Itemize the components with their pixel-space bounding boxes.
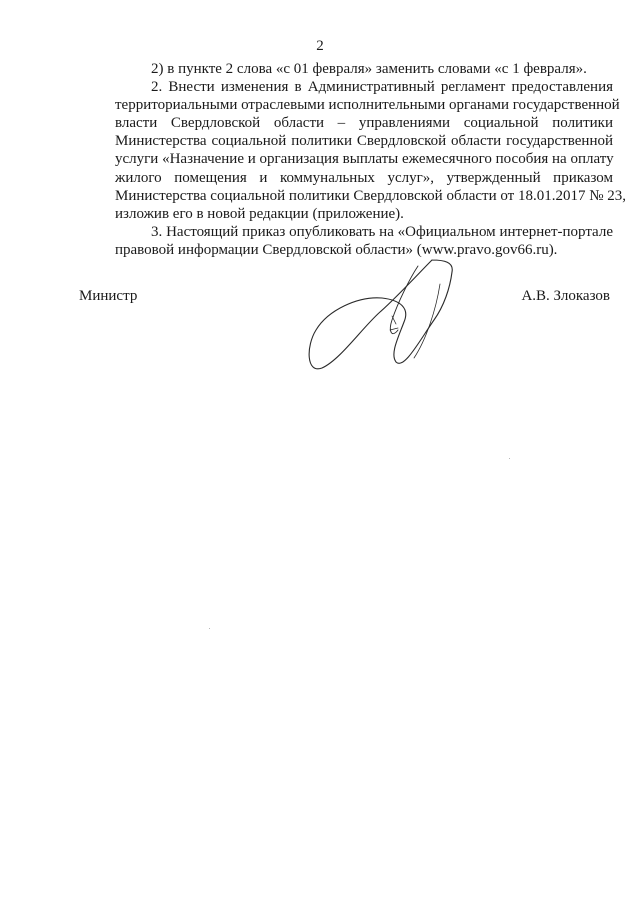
signature-stroke-main bbox=[309, 260, 452, 369]
text-line: Министерства социальной политики Свердловской области от 18.01.2017 № 23, bbox=[115, 187, 627, 204]
signature-stroke-flourish bbox=[414, 284, 440, 358]
signatory-name: А.В. Злоказов bbox=[521, 288, 610, 304]
text-line: власти Свердловской области – управлениями социальной политики bbox=[115, 115, 613, 132]
signatory-title: Министр bbox=[79, 288, 138, 304]
text-line: правовой информации Свердловской области» (www.pravo.gov66.ru). bbox=[115, 241, 558, 258]
page-number: 2 bbox=[316, 38, 324, 54]
text-line: жилого помещения и коммунальных услуг», утвержденный приказом bbox=[115, 169, 613, 186]
handwritten-signature bbox=[300, 250, 470, 380]
scan-speck bbox=[209, 628, 210, 629]
paragraph-amendment-1 bbox=[79, 60, 613, 78]
text-line: 3. Настоящий приказ опубликовать на «Официальном интернет-портале bbox=[151, 223, 613, 240]
document-body bbox=[79, 60, 627, 259]
text-line: услуги «Назначение и организация выплаты ежемесячного пособия на оплату bbox=[115, 151, 614, 168]
text-line: Министерства социальной политики Свердловской области государственной bbox=[115, 133, 613, 150]
text-line: 2) в пункте 2 слова «с 01 февраля» заменить словами «с 1 февраля». bbox=[151, 61, 587, 77]
text-line: 2. Внести изменения в Административный регламент предоставления bbox=[151, 79, 613, 96]
scan-speck bbox=[509, 458, 510, 459]
signature-stroke-loop bbox=[390, 266, 418, 334]
text-line: изложив его в новой редакции (приложение). bbox=[115, 205, 404, 222]
paragraph-item-2 bbox=[79, 78, 627, 223]
text-line: территориальными отраслевыми исполнительными органами государственной bbox=[115, 97, 620, 114]
